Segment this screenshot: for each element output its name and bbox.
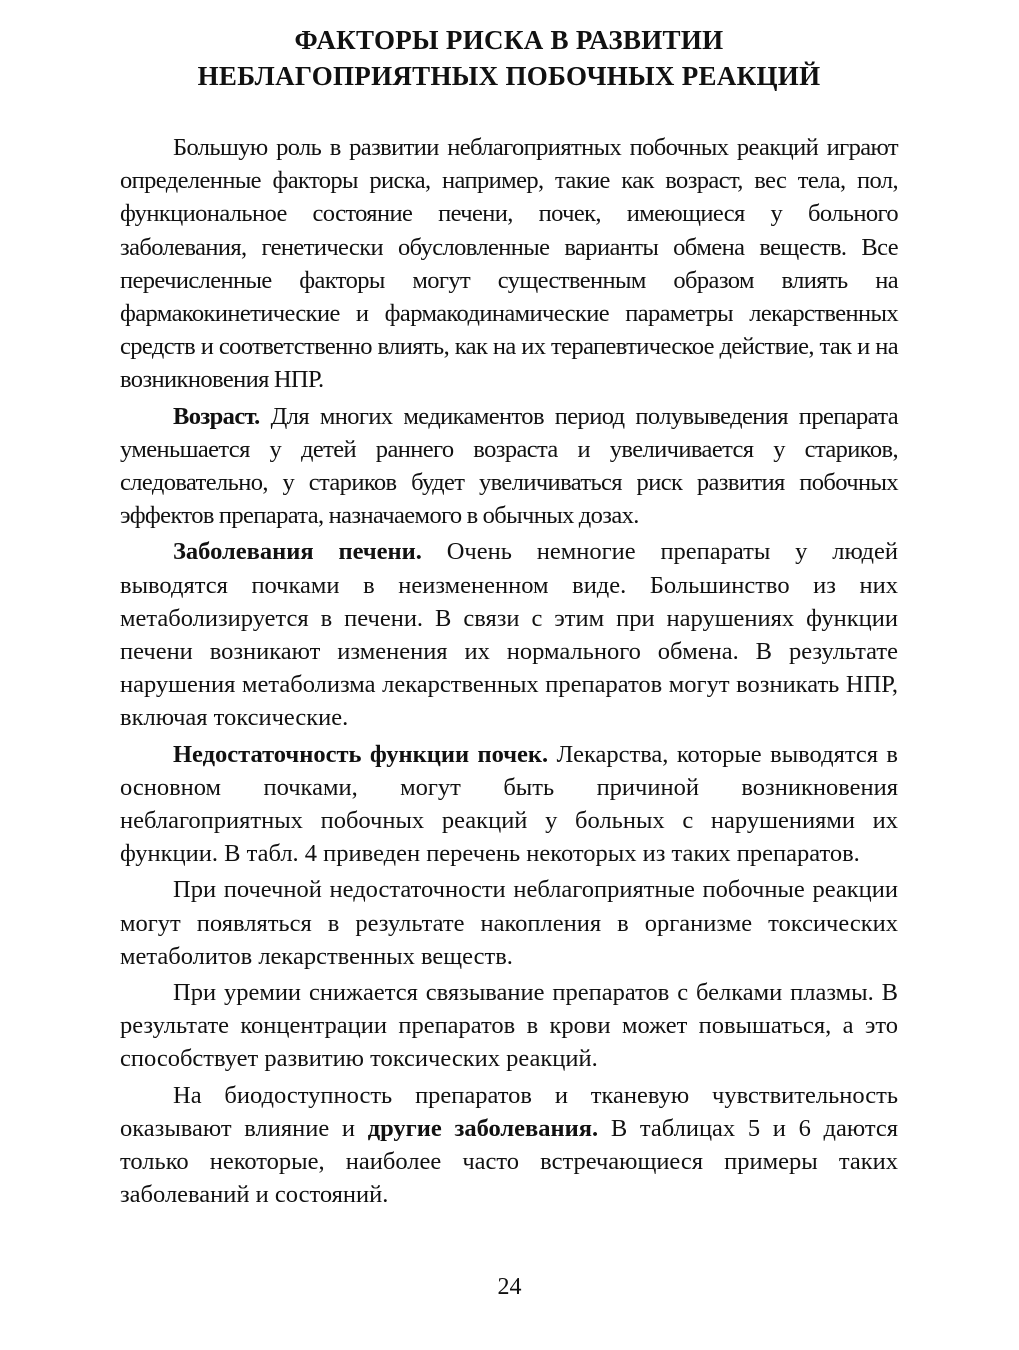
book-page: [120, 22, 898, 1215]
paragraph-heading: Недостаточность функции почек.: [173, 740, 549, 768]
other-diseases-paragraph: [120, 1079, 898, 1212]
paragraph-text: Очень немногие препараты у людей выводятся почками в неизмененном виде. Большинство из них метаболизируется в печени. В связи с этим при нарушениях функции печени возникают изменения их нормального обмена. В результате нарушения метаболизма лекарственных препаратов могут возникать НПР, включая токсические.: [120, 538, 898, 732]
renal-insufficiency-paragraph: [120, 873, 898, 973]
age-paragraph: [120, 400, 898, 533]
page-number: 24: [497, 1274, 522, 1300]
kidney-failure-paragraph: [120, 738, 898, 871]
title-line-2: НЕБЛАГОПРИЯТНЫХ ПОБОЧНЫХ РЕАКЦИЙ: [197, 61, 821, 91]
paragraph-text: При уремии снижается связывание препаратов с белками плазмы. В результате концентрации препаратов в крови может повышаться, а это способствует развитию токсических реакций.: [120, 979, 898, 1073]
paragraph-text: В таблицах 5 и 6 даются только некоторые, наиболее часто встречающиеся примеры таких заболеваний и состояний.: [120, 1114, 899, 1209]
page-title: [120, 22, 898, 94]
paragraph-heading: другие заболевания.: [367, 1114, 599, 1142]
paragraph-text-before: На биодоступность препаратов и тканевую чувствительность оказывают влияние и: [120, 1081, 898, 1142]
paragraph-heading: Возраст.: [173, 402, 260, 430]
paragraph-text: Для многих медикаментов период полувыведения препарата уменьшается у детей раннего возраста и увеличивается у стариков, следовательно, у стариков будет увеличиваться риск развития побочных эффектов препарата, назначаемого в обычных дозах.: [120, 402, 898, 530]
paragraph-text: Лекарства, которые выводятся в основном почками, могут быть причиной возникновения неблагоприятных побочных реакций у больных с нарушениями их функции. В табл. 4 приведен перечень некоторых из таких препаратов.: [120, 740, 898, 868]
intro-paragraph: [120, 131, 898, 397]
uremia-paragraph: [120, 976, 898, 1076]
title-line-1: ФАКТОРЫ РИСКА В РАЗВИТИИ: [294, 25, 724, 55]
paragraph-heading: Заболевания печени.: [173, 538, 422, 566]
paragraph-text: Большую роль в развитии неблагоприятных побочных реакций играют определенные факторы риска, например, такие как возраст, вес тела, пол, функциональное состояние печени, почек, имеющиеся у больного заболевания, генетически обусловленные варианты обмена веществ. Все перечисленные факторы могут существенным образом влиять на фармакокинетические и фармакодинамические параметры лекарственных средств и соответственно влиять, как на их терапевтическое действие, так и на возникновения НПР.: [120, 134, 898, 394]
paragraph-text: При почечной недостаточности неблагоприятные побочные реакции могут появляться в результате накопления в организме токсических метаболитов лекарственных веществ.: [120, 876, 898, 970]
liver-disease-paragraph: [120, 535, 898, 734]
